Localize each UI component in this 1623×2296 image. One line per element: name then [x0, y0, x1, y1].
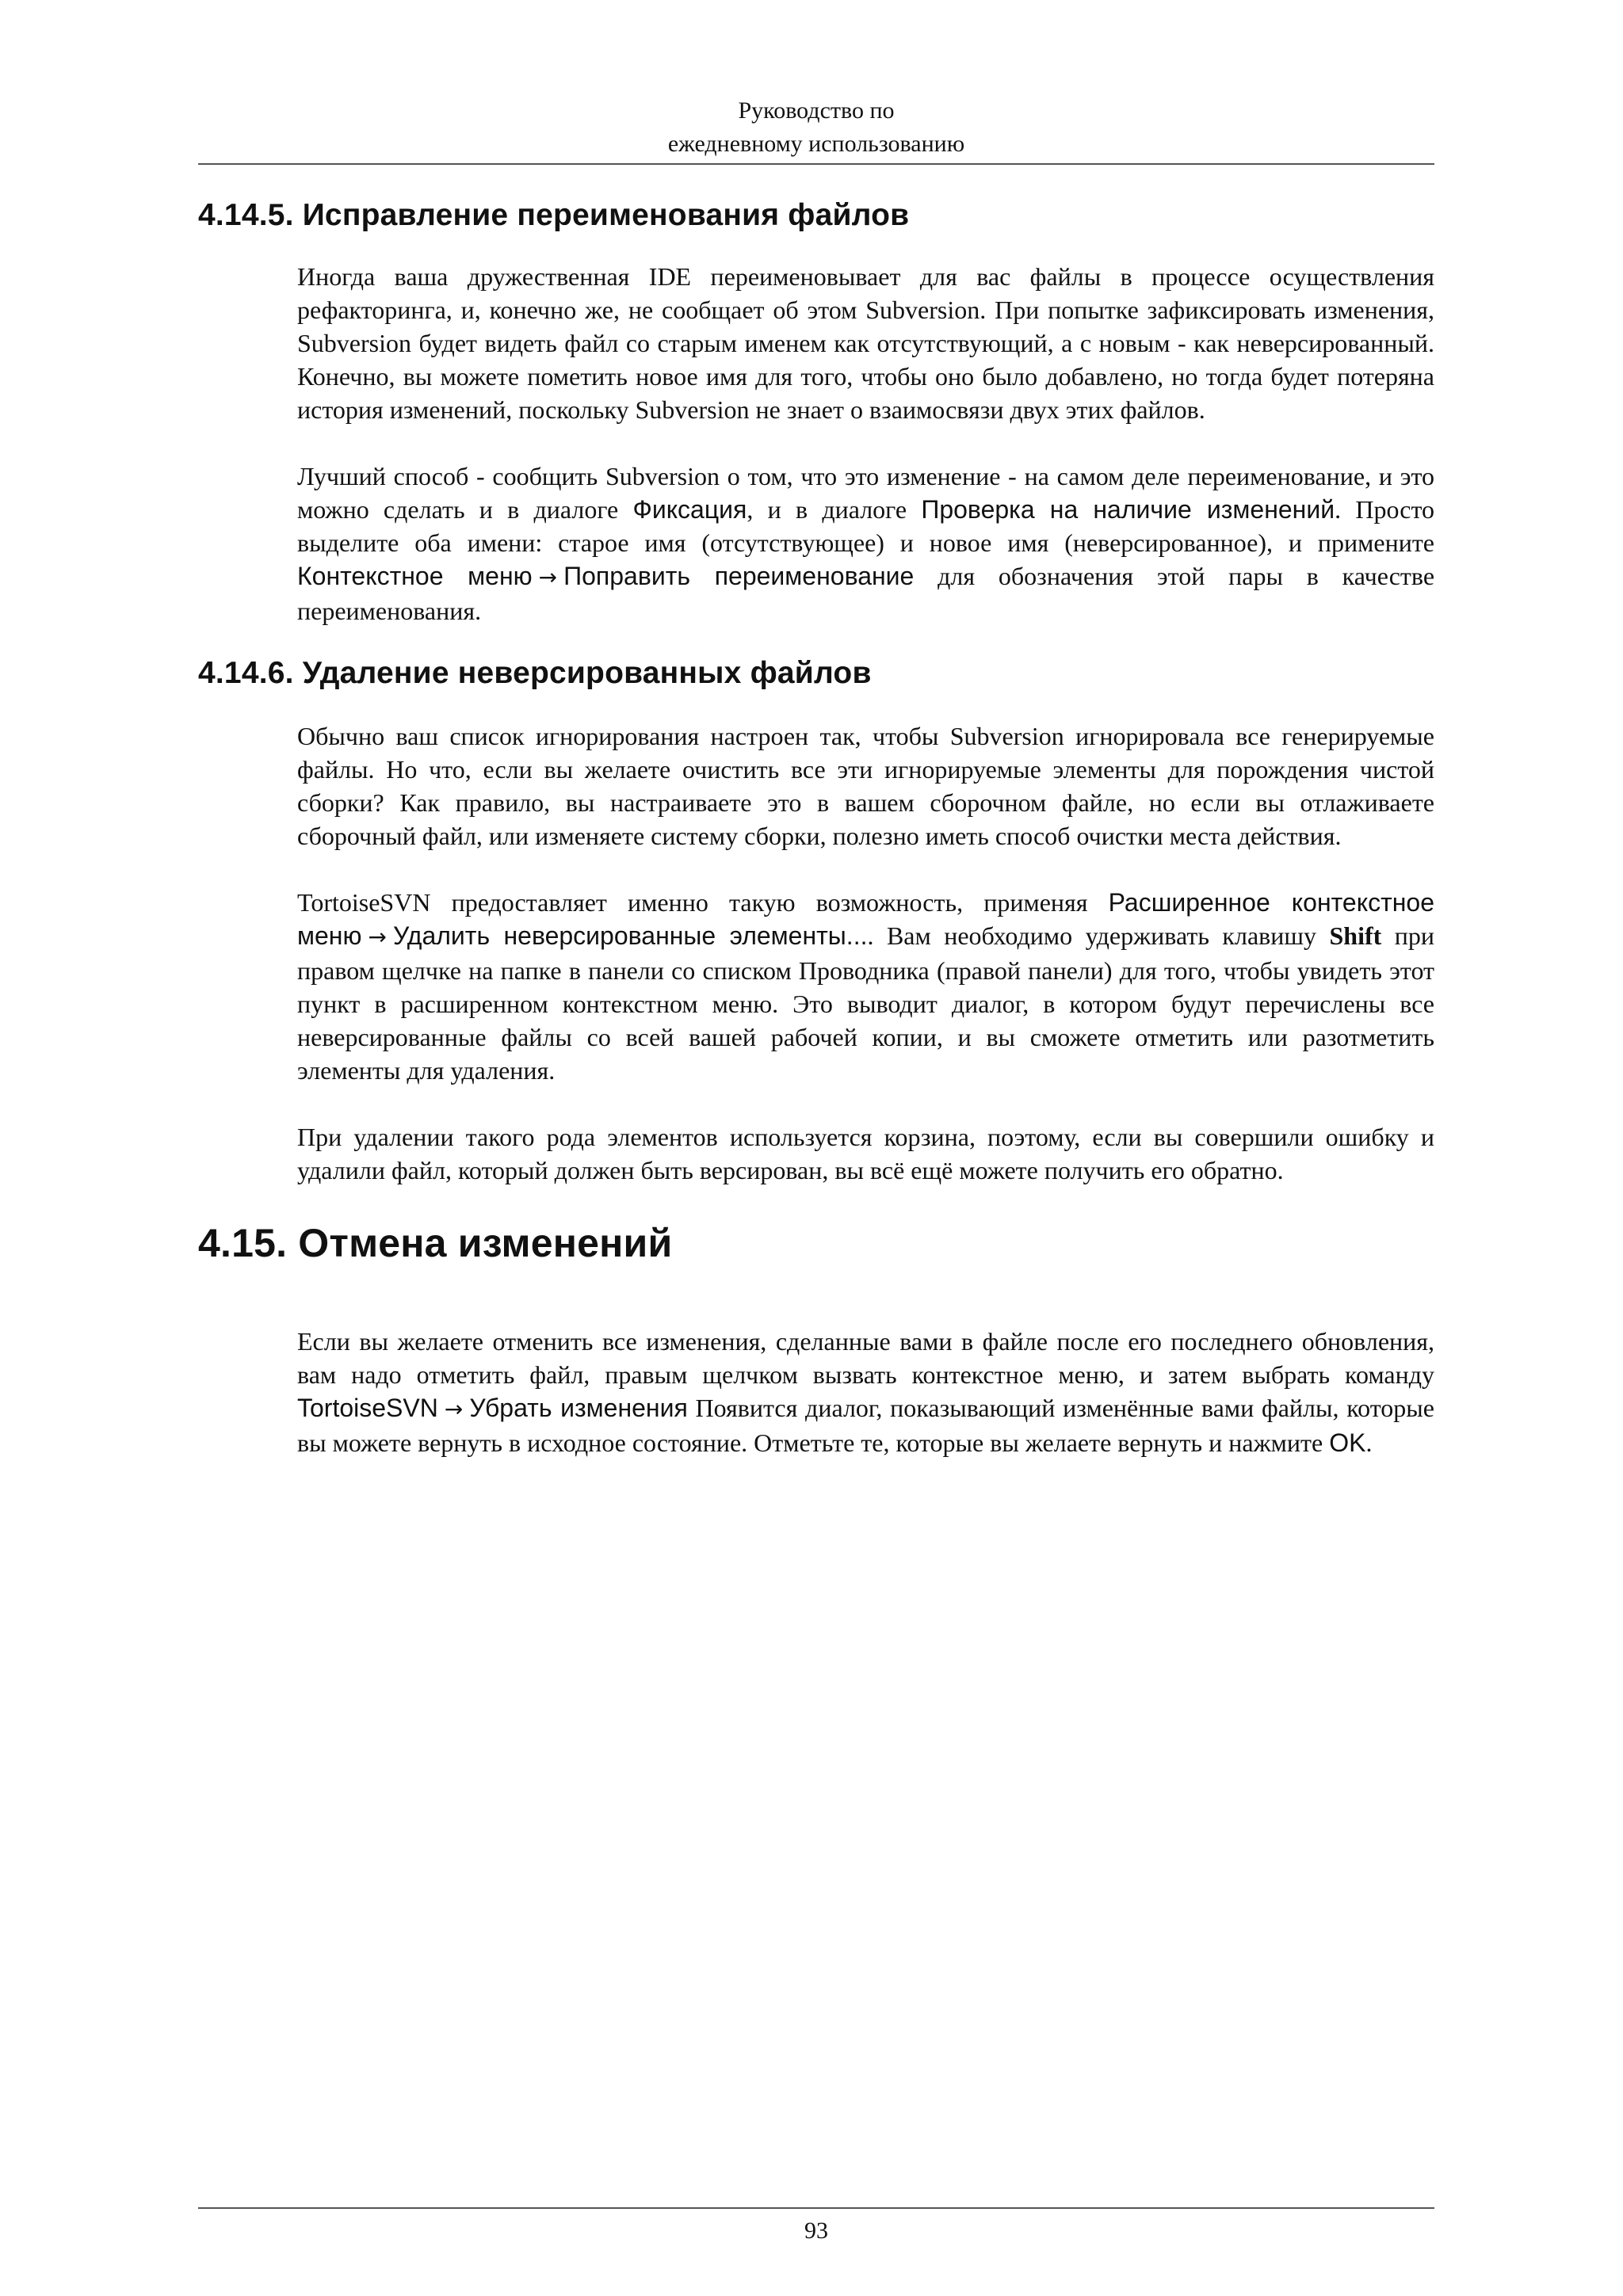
section-4-15 [198, 1214, 1434, 1459]
footer-rule [198, 2207, 1434, 2209]
page-content [198, 190, 1434, 1459]
gui-term-context-menu: Контекстное меню [297, 562, 533, 590]
section-body [297, 1325, 1434, 1459]
header-rule [198, 163, 1434, 165]
paragraph [297, 1325, 1434, 1459]
section-4-14-5 [198, 190, 1434, 627]
gui-term-delete-unversioned: Удалить неверсированные элементы... [392, 921, 868, 950]
text-run: Если вы желаете отменить все изменения, сделанные вами в файле после его последнего обновления, вам надо отметить файл, правым щелчком вызвать контекстное меню, и затем выбрать команду [297, 1327, 1434, 1389]
section-body [297, 260, 1434, 627]
menu-arrow-icon: → [368, 924, 387, 950]
section-heading: 4.14.6. Удаление неверсированных файлов [198, 656, 872, 690]
gui-term-revert: Убрать изменения [469, 1394, 688, 1422]
section-heading: 4.14.5. Исправление переименования файлов [198, 198, 910, 232]
text-run: , и в диалоге [747, 495, 922, 524]
text-run: TortoiseSVN предоставляет именно такую возможность, применяя [297, 888, 1109, 917]
paragraph [297, 460, 1434, 627]
text-run: Лучший способ - сообщить Subversion о том, что это изменение - на самом деле переименование, и это можно сделать и в диалоге [297, 462, 1434, 524]
chapter-section-heading: 4.15. Отмена изменений [198, 1221, 673, 1265]
gui-term-repair-move: Поправить переименование [563, 562, 915, 590]
text-run: . Вам необходимо удерживать клавишу [867, 921, 1330, 950]
keycap-shift: Shift [1329, 921, 1382, 950]
paragraph: При удалении такого рода элементов используется корзина, поэтому, если вы совершили ошибку и удалили файл, который должен быть версирован, вы всё ещё можете получить его обратно. [297, 1123, 1434, 1184]
menu-arrow-icon: → [444, 1396, 464, 1422]
gui-term-tortoisesvn: TortoiseSVN [297, 1394, 438, 1422]
gui-term-ok: OK [1329, 1428, 1366, 1457]
section-4-14-6 [198, 648, 1434, 1187]
running-header-line-2: ежедневному использованию [667, 131, 965, 157]
section-body [297, 719, 1434, 1187]
page-number: 93 [804, 2218, 828, 2244]
text-run: . [1365, 1428, 1373, 1457]
paragraph: Иногда ваша дружественная IDE переименовывает для вас файлы в процессе осуществления рефакторинга, и, конечно же, не сообщает об этом Subversion. При попытке зафиксировать изменения, Subversion будет видеть файл со старым именем как отсутствующий, а с новым - как неверсированный. Конечно, вы можете пометить новое имя для того, чтобы оно было добавлено, но тогда будет потеряна история изменений, поскольку Subversion не знает о взаимосвязи двух этих файлов. [297, 262, 1434, 424]
menu-arrow-icon: → [538, 564, 558, 590]
running-header-line-1: Руководство по [738, 97, 895, 124]
gui-term-extended-context-menu: Расширенное контекстное меню [297, 888, 1434, 950]
gui-term-commit-dialog: Фиксация [632, 495, 747, 524]
paragraph: Обычно ваш список игнорирования настроен так, чтобы Subversion игнорировала все генерируемые файлы. Но что, если вы желаете очистить все эти игнорируемые элементы для порождения чистой сборки? Как правило, вы настраиваете это в вашем сборочном файле, но если вы отлаживаете сборочный файл, или изменяете систему сборки, полезно иметь способ очистки места действия. [297, 722, 1434, 850]
running-header [198, 94, 1434, 161]
text-run: Появится диалог, показывающий изменённые вами файлы, которые вы можете вернуть в исходное состояние. Отметьте те, которые вы желаете вернуть и нажмите [297, 1394, 1435, 1457]
paragraph [297, 886, 1434, 1087]
text-run: при правом щелчке на папке в панели со списком Проводника (правой панели) для того, чтобы увидеть этот пункт в расширенном контекстном меню. Это выводит диалог, в котором будут перечислены все неверсированные файлы со всей вашей рабочей копии, и вы сможете отметить или разотметить элементы для удаления. [297, 921, 1435, 1085]
text-run: . Просто выделите оба имени: старое имя (отсутствующее) и новое имя (неверсированное), и примените [297, 495, 1435, 557]
text-run: для обозначения этой пары в качестве переименования. [297, 562, 1435, 625]
gui-term-check-for-modifications: Проверка на наличие изменений [921, 495, 1335, 524]
